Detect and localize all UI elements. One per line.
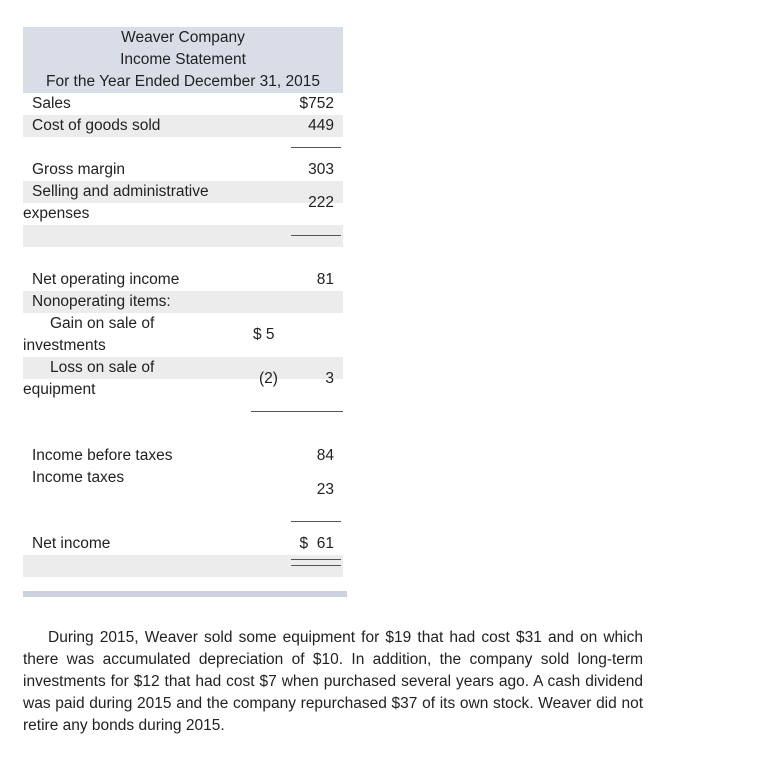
spacer: [23, 247, 343, 269]
sales-label: Sales: [32, 95, 71, 112]
net-operating-income-label: Net operating income: [32, 271, 180, 288]
income-taxes-amount: 23: [316, 481, 334, 498]
underline-selling-admin: [291, 235, 341, 236]
row-income-taxes: [23, 467, 343, 511]
gross-margin-amount: 303: [308, 161, 334, 178]
row-net-operating-income: [23, 269, 343, 291]
nonoperating-total-amount: 3: [325, 370, 334, 387]
spacer: [23, 511, 343, 533]
income-before-taxes-amount: 84: [316, 447, 334, 464]
gain-on-sale-label-line1: Gain on sale of: [50, 315, 155, 332]
row-sales: [23, 93, 343, 115]
double-underline-top: [291, 559, 341, 560]
company-name: Weaver Company: [121, 29, 245, 46]
net-income-label: Net income: [32, 535, 111, 552]
row-cogs: [23, 115, 343, 137]
gain-on-sale-label-line2: investments: [23, 337, 106, 354]
row-net-income: [23, 533, 343, 555]
spacer: [23, 137, 343, 159]
double-underline-bottom: [291, 565, 341, 566]
sales-amount: $752: [299, 95, 334, 112]
spacer: [23, 225, 343, 247]
gain-on-sale-amount: $ 5: [253, 326, 275, 343]
income-statement: [23, 27, 343, 577]
loss-on-sale-label-line1: Loss on sale of: [50, 359, 155, 376]
gross-margin-label: Gross margin: [32, 161, 126, 178]
income-taxes-label: Income taxes: [32, 469, 125, 486]
table-bottom-bar: [23, 591, 347, 597]
spacer: [23, 401, 343, 423]
row-selling-admin: [23, 181, 343, 225]
cogs-label: Cost of goods sold: [32, 117, 161, 134]
row-gross-margin: [23, 159, 343, 181]
row-income-before-taxes: [23, 445, 343, 467]
net-income-amount: $ 61: [299, 535, 334, 552]
cogs-amount: 449: [308, 117, 334, 134]
underline-nonoperating: [251, 411, 343, 412]
statement-title: Income Statement: [120, 51, 246, 68]
income-before-taxes-label: Income before taxes: [32, 447, 173, 464]
statement-period: For the Year Ended December 31, 2015: [45, 73, 321, 90]
problem-paragraph: During 2015, Weaver sold some equipment for $19 that had cost $31 and on which there was accumulated depreciation of $10. In addition, the company sold long-term investments for $12 that had cost $7 when purchased several years ago. A cash dividend was paid during 2015 and the company repurchased $37 of its own stock. Weaver did not retire any bonds during 2015.: [23, 629, 643, 734]
net-operating-income-amount: 81: [316, 271, 334, 288]
loss-on-sale-sub-amount: (2): [259, 370, 278, 387]
selling-admin-label-line1: Selling and administrative: [32, 183, 209, 200]
underline-cogs: [291, 147, 341, 148]
loss-on-sale-label-line2: equipment: [23, 381, 96, 398]
selling-admin-label-line2: expenses: [23, 205, 90, 222]
nonoperating-label: Nonoperating items:: [32, 293, 171, 310]
row-gain-on-sale: [23, 313, 343, 357]
row-nonoperating: [23, 291, 343, 313]
row-loss-on-sale: [23, 357, 343, 401]
underline-income-taxes: [291, 521, 341, 522]
row-net-income-rule: [23, 555, 343, 577]
spacer: [23, 423, 343, 445]
statement-header: [23, 27, 343, 93]
selling-admin-amount: 222: [308, 194, 334, 211]
